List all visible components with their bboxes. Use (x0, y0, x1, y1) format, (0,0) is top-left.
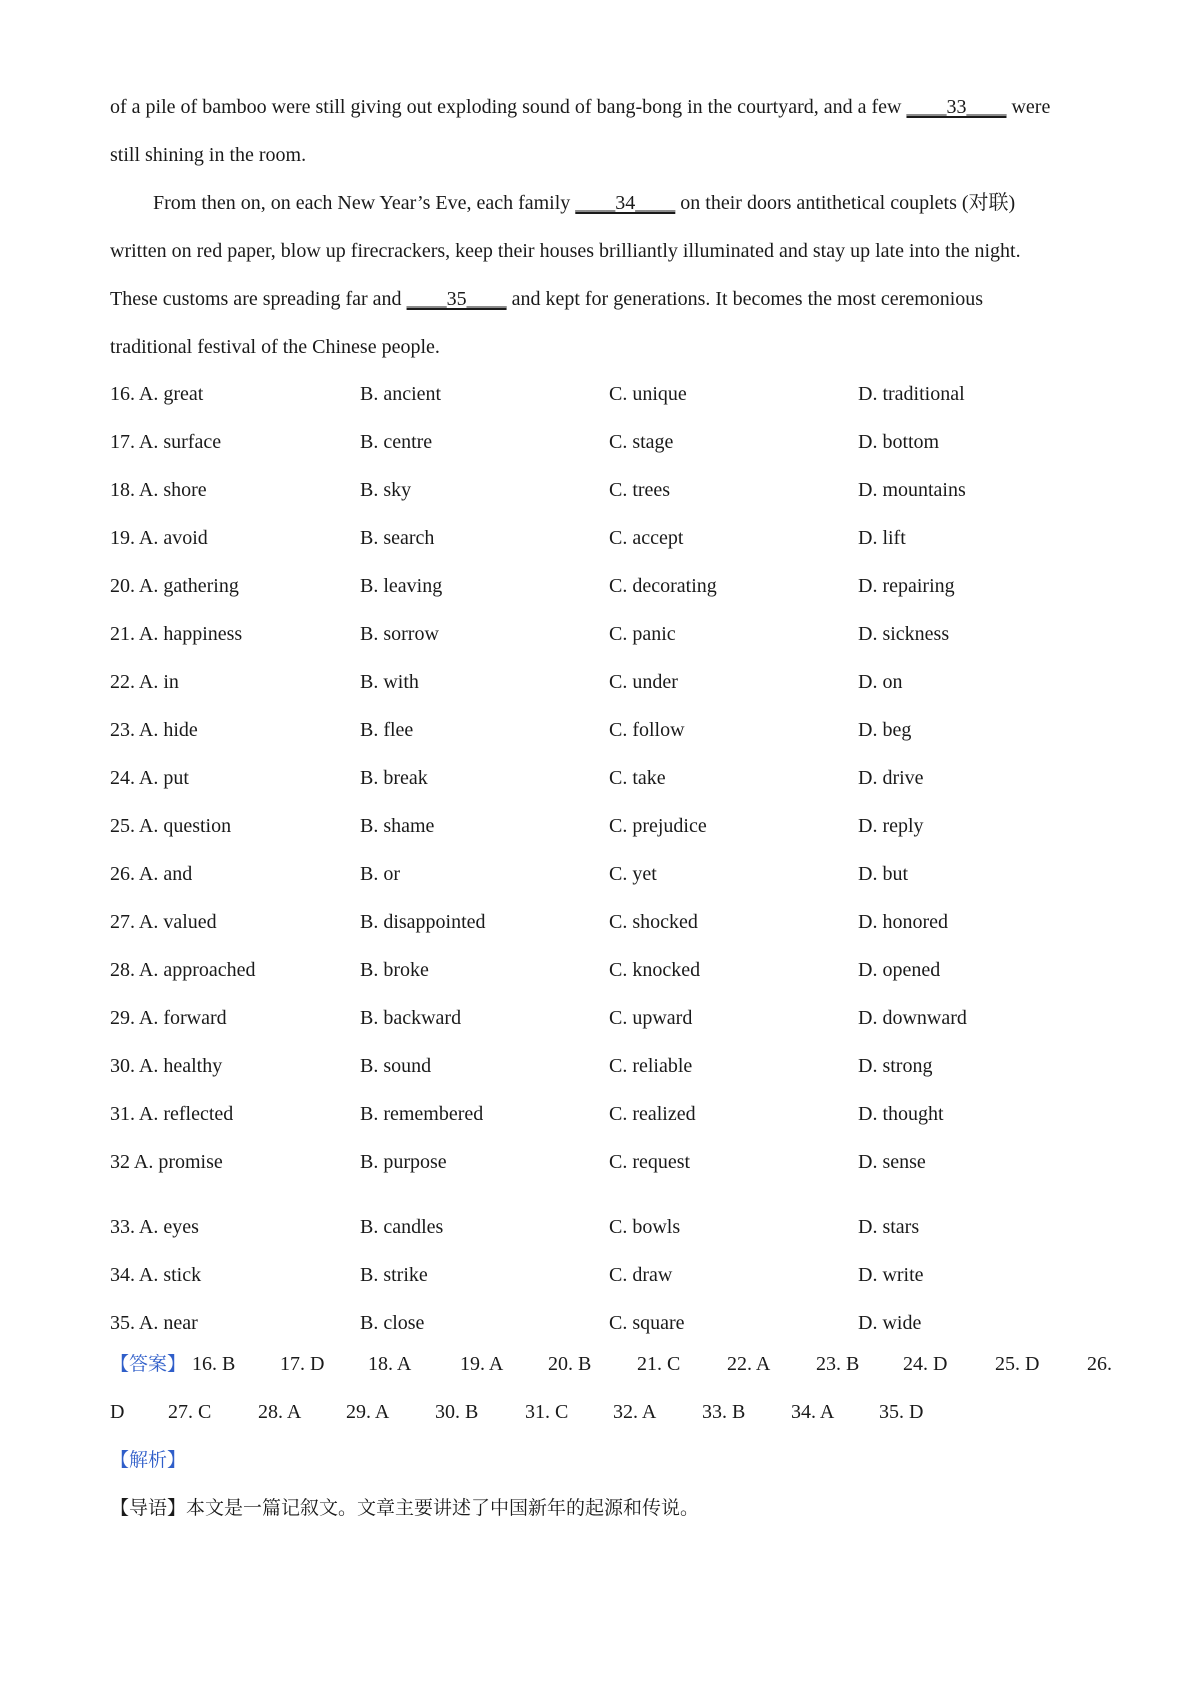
answer-item: 20. B (548, 1353, 592, 1375)
answer-item: 30. B (435, 1401, 479, 1423)
option-b: B. with (360, 671, 419, 693)
answer-item: 24. D (903, 1353, 948, 1375)
passage-line-1 (110, 95, 1050, 119)
answer-item: 17. D (280, 1353, 325, 1375)
option-a: 34. A. stick (110, 1264, 202, 1286)
option-a: 19. A. avoid (110, 527, 208, 549)
option-a: 28. A. approached (110, 959, 256, 981)
option-c: C. accept (609, 527, 684, 549)
option-a: 35. A. near (110, 1312, 198, 1334)
passage-text: on their doors antithetical couplets (对联) (675, 192, 1016, 214)
option-d: D. lift (858, 527, 906, 549)
option-b: B. broke (360, 959, 429, 981)
option-b: B. shame (360, 815, 435, 837)
analysis-guide: 【导语】本文是一篇记叙文。文章主要讲述了中国新年的起源和传说。 (110, 1497, 700, 1519)
answer-item: 27. C (168, 1401, 212, 1423)
option-d: D. write (858, 1264, 924, 1286)
blank-34: ____34____ (575, 192, 676, 214)
option-d: D. beg (858, 719, 912, 741)
option-c: C. knocked (609, 959, 701, 981)
option-c: C. follow (609, 719, 685, 741)
option-d: D. opened (858, 959, 941, 981)
option-c: C. bowls (609, 1216, 681, 1238)
option-d: D. reply (858, 815, 924, 837)
option-b: B. flee (360, 719, 414, 741)
option-a: 33. A. eyes (110, 1216, 199, 1238)
option-c: C. under (609, 671, 678, 693)
option-d: D. downward (858, 1007, 967, 1029)
option-a: 22. A. in (110, 671, 179, 693)
answer-item: 33. B (702, 1401, 746, 1423)
passage-text: were (1006, 96, 1051, 118)
option-a: 20. A. gathering (110, 575, 239, 597)
passage-text: and kept for generations. It becomes the most ceremonious (506, 288, 984, 310)
option-b: B. close (360, 1312, 425, 1334)
option-d: D. thought (858, 1103, 944, 1125)
option-c: C. realized (609, 1103, 696, 1125)
option-c: C. reliable (609, 1055, 693, 1077)
passage-text: of a pile of bamboo were still giving out exploding sound of bang-bong in the courtyard, and a few (110, 96, 907, 118)
passage-text: From then on, on each New Year’s Eve, each family (153, 192, 576, 214)
option-d: D. strong (858, 1055, 933, 1077)
option-b: B. break (360, 767, 428, 789)
option-d: D. stars (858, 1216, 920, 1238)
option-a: 18. A. shore (110, 479, 207, 501)
option-b: B. remembered (360, 1103, 484, 1125)
option-b: B. strike (360, 1264, 428, 1286)
option-d: D. sense (858, 1151, 926, 1173)
option-a: 17. A. surface (110, 431, 222, 453)
passage-line-4: written on red paper, blow up firecrackers, keep their houses brilliantly illuminated and stay up late into the night. (110, 240, 1021, 262)
option-c: C. request (609, 1151, 691, 1173)
option-d: D. traditional (858, 383, 965, 405)
option-d: D. mountains (858, 479, 966, 501)
option-b: B. or (360, 863, 400, 885)
option-b: B. search (360, 527, 435, 549)
option-a: 30. A. healthy (110, 1055, 223, 1077)
answer-item: 22. A (727, 1353, 771, 1375)
option-c: C. stage (609, 431, 674, 453)
option-a: 29. A. forward (110, 1007, 227, 1029)
option-c: C. draw (609, 1264, 673, 1286)
option-b: B. leaving (360, 575, 443, 597)
option-a: 16. A. great (110, 383, 204, 405)
option-c: C. square (609, 1312, 685, 1334)
option-c: C. upward (609, 1007, 693, 1029)
option-d: D. honored (858, 911, 948, 933)
option-b: B. candles (360, 1216, 444, 1238)
answer-item: 29. A (346, 1401, 390, 1423)
option-d: D. sickness (858, 623, 950, 645)
option-b: B. sorrow (360, 623, 439, 645)
option-a: 25. A. question (110, 815, 232, 837)
option-a: 24. A. put (110, 767, 189, 789)
option-a: 32 A. promise (110, 1151, 223, 1173)
answer-item: 28. A (258, 1401, 302, 1423)
answer-item: 23. B (816, 1353, 860, 1375)
option-a: 27. A. valued (110, 911, 217, 933)
option-d: D. but (858, 863, 908, 885)
answer-item: 21. C (637, 1353, 681, 1375)
answer-label: 【答案】 (110, 1353, 187, 1375)
answer-item: 19. A (460, 1353, 504, 1375)
passage-text: These customs are spreading far and (110, 288, 407, 310)
option-d: D. wide (858, 1312, 922, 1334)
option-b: B. centre (360, 431, 433, 453)
option-c: C. decorating (609, 575, 717, 597)
option-b: B. ancient (360, 383, 442, 405)
passage-line-6: traditional festival of the Chinese people. (110, 336, 440, 358)
option-b: B. backward (360, 1007, 462, 1029)
option-d: D. repairing (858, 575, 955, 597)
answer-item: 25. D (995, 1353, 1040, 1375)
option-c: C. shocked (609, 911, 698, 933)
answer-item: 16. B (192, 1353, 236, 1375)
option-c: C. unique (609, 383, 687, 405)
option-c: C. prejudice (609, 815, 707, 837)
option-a: 26. A. and (110, 863, 193, 885)
option-c: C. trees (609, 479, 671, 501)
option-a: 31. A. reflected (110, 1103, 234, 1125)
answer-item: 18. A (368, 1353, 412, 1375)
option-a: 23. A. hide (110, 719, 198, 741)
answer-item: 32. A (613, 1401, 657, 1423)
answer-item: D (110, 1401, 125, 1423)
answer-item: 35. D (879, 1401, 924, 1423)
option-b: B. sound (360, 1055, 432, 1077)
option-d: D. drive (858, 767, 924, 789)
option-c: C. panic (609, 623, 676, 645)
blank-33: ____33____ (906, 96, 1007, 118)
blank-35: ____35____ (406, 288, 507, 310)
option-c: C. yet (609, 863, 657, 885)
option-a: 21. A. happiness (110, 623, 243, 645)
passage-line-3 (153, 191, 1015, 215)
answer-item: 31. C (525, 1401, 569, 1423)
analysis-label: 【解析】 (110, 1449, 187, 1471)
answer-item: 26. (1087, 1353, 1112, 1375)
option-d: D. bottom (858, 431, 940, 453)
option-c: C. take (609, 767, 666, 789)
passage-line-2: still shining in the room. (110, 144, 307, 166)
option-d: D. on (858, 671, 903, 693)
option-b: B. purpose (360, 1151, 447, 1173)
option-b: B. sky (360, 479, 412, 501)
answer-item: 34. A (791, 1401, 835, 1423)
passage-line-5 (110, 287, 983, 311)
option-b: B. disappointed (360, 911, 486, 933)
